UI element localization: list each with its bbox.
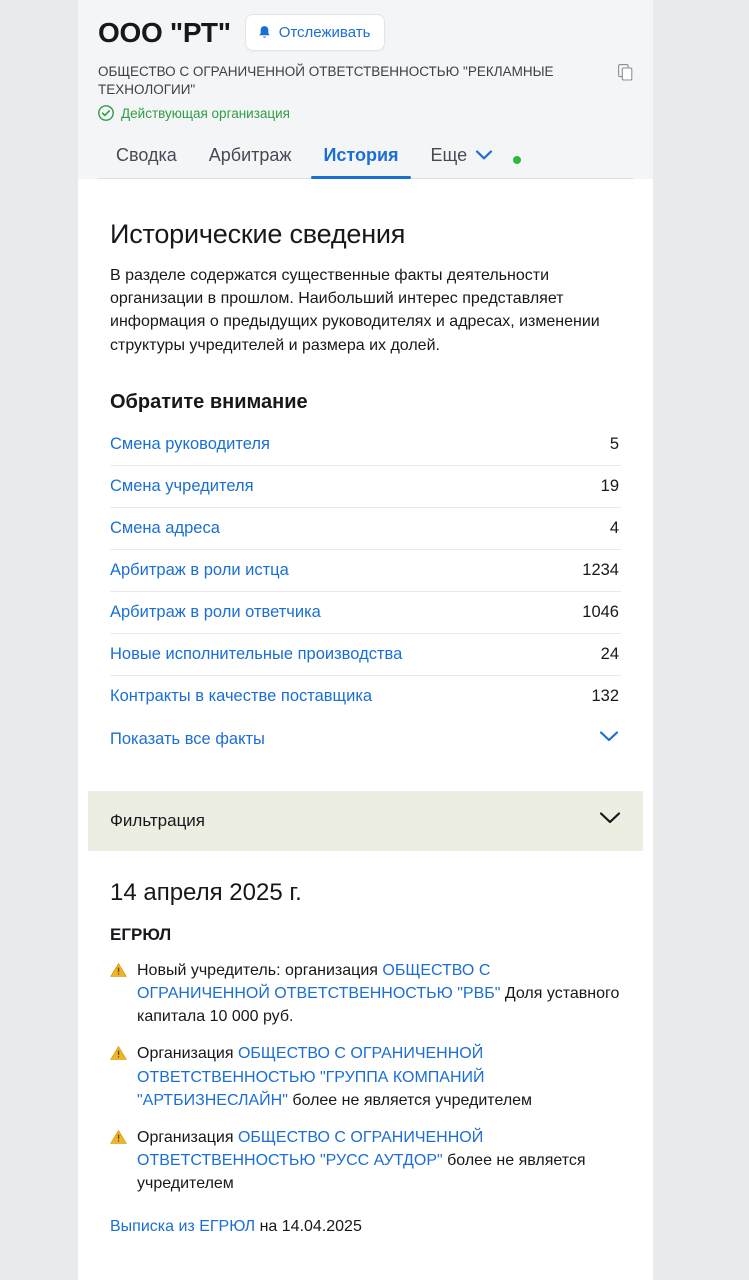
- copy-icon[interactable]: [618, 64, 633, 81]
- warning-icon: [110, 1045, 127, 1066]
- event-item: [110, 1126, 621, 1196]
- attention-title: Обратите внимание: [110, 390, 308, 413]
- tab-svodka[interactable]: Сводка: [116, 145, 177, 166]
- fact-list: [110, 424, 621, 717]
- section-intro: В разделе содержатся существенные факты деятельности организации в прошлом. Наибольший интерес представляет информация о предыдущих руководителях и адресах, изменении структуры учредителей и размера их долей.: [110, 267, 600, 354]
- extract-link[interactable]: Выписка из ЕГРЮЛ: [110, 1217, 256, 1235]
- section-title: Исторические сведения: [110, 219, 406, 250]
- event-text-part: Организация: [137, 1128, 238, 1146]
- watch-button-label: Отслеживать: [278, 24, 371, 41]
- extract-row: [110, 1218, 621, 1236]
- warning-icon: [110, 962, 127, 983]
- event-text-part: более не является учредителем: [287, 1091, 533, 1109]
- fact-label[interactable]: Новые исполнительные производства: [110, 644, 403, 663]
- events-section: [88, 851, 643, 1266]
- fact-label[interactable]: Смена адреса: [110, 518, 220, 537]
- fact-label[interactable]: Смена руководителя: [110, 434, 270, 453]
- status-text: Действующая организация: [121, 105, 290, 121]
- event-text-part: более не является учредителем: [137, 1152, 586, 1193]
- company-title-row: [98, 14, 633, 51]
- status-badge: [98, 105, 633, 121]
- fact-label[interactable]: Арбитраж в роли ответчика: [110, 602, 321, 621]
- filter-label: Фильтрация: [110, 810, 206, 830]
- show-all-facts-button[interactable]: [110, 717, 621, 755]
- fact-value: 1046: [582, 602, 619, 621]
- tab-arbitrazh[interactable]: Арбитраж: [208, 145, 292, 166]
- page-title: ООО "РТ": [98, 16, 231, 48]
- company-header: [78, 0, 653, 179]
- fact-row[interactable]: [110, 592, 621, 634]
- fact-value: 24: [600, 644, 619, 663]
- fact-row[interactable]: [110, 550, 621, 592]
- tab-istoriya[interactable]: История: [307, 135, 414, 178]
- fact-label[interactable]: Контракты в качестве поставщика: [110, 686, 373, 705]
- mobile-viewport: [78, 0, 653, 1280]
- watch-button[interactable]: [245, 14, 386, 51]
- event-date: 14 апреля 2025 г.: [110, 878, 302, 906]
- event-source: ЕГРЮЛ: [110, 924, 172, 944]
- fact-row[interactable]: [110, 676, 621, 717]
- show-all-facts-label: Показать все факты: [110, 729, 265, 748]
- event-link[interactable]: ОБЩЕСТВО С ОГРАНИЧЕННОЙ ОТВЕТСТВЕННОСТЬЮ "РВБ": [137, 961, 501, 1003]
- tab-more-label: Еще: [430, 145, 468, 166]
- warning-icon: [110, 1129, 127, 1150]
- event-text: [137, 959, 621, 1029]
- fact-value: 5: [609, 434, 619, 453]
- chevron-down-icon: [599, 730, 619, 748]
- historical-info-card: [88, 193, 643, 775]
- filter-bar[interactable]: [88, 791, 643, 851]
- chevron-down-icon: [475, 145, 493, 166]
- fact-label[interactable]: Смена учредителя: [110, 476, 254, 495]
- fact-value: 19: [600, 476, 619, 495]
- event-link[interactable]: ОБЩЕСТВО С ОГРАНИЧЕННОЙ ОТВЕТСТВЕННОСТЬЮ "РУСС АУТДОР": [137, 1128, 484, 1170]
- fact-row[interactable]: [110, 634, 621, 676]
- event-item: [110, 1042, 621, 1112]
- event-link[interactable]: ОБЩЕСТВО С ОГРАНИЧЕННОЙ ОТВЕТСТВЕННОСТЬЮ "ГРУППА КОМПАНИЙ "АРТБИЗНЕСЛАЙН": [137, 1045, 485, 1109]
- check-circle-icon: [98, 105, 114, 121]
- notification-dot: [513, 156, 521, 164]
- company-full-name: ОБЩЕСТВО С ОГРАНИЧЕННОЙ ОТВЕТСТВЕННОСТЬЮ "РЕКЛАМНЫЕ ТЕХНОЛОГИИ": [98, 64, 554, 97]
- event-text-part: Организация: [137, 1045, 238, 1063]
- extract-suffix: на 14.04.2025: [255, 1217, 362, 1235]
- bell-icon: [257, 25, 272, 40]
- fact-label[interactable]: Арбитраж в роли истца: [110, 560, 289, 579]
- event-item: [110, 959, 621, 1029]
- tab-bar: [98, 135, 633, 179]
- company-full-name-row: [98, 63, 633, 98]
- fact-value: 1234: [582, 560, 619, 579]
- event-text: [137, 1042, 621, 1112]
- event-text-part: Доля уставного капитала 10 000 руб.: [137, 985, 620, 1026]
- fact-row[interactable]: [110, 466, 621, 508]
- fact-value: 132: [591, 686, 619, 705]
- fact-row[interactable]: [110, 424, 621, 466]
- event-text: [137, 1126, 621, 1196]
- event-text-part: Новый учредитель: организация: [137, 961, 383, 979]
- chevron-down-icon: [599, 811, 621, 830]
- fact-value: 4: [609, 518, 619, 537]
- tab-more[interactable]: [415, 135, 510, 178]
- fact-row[interactable]: [110, 508, 621, 550]
